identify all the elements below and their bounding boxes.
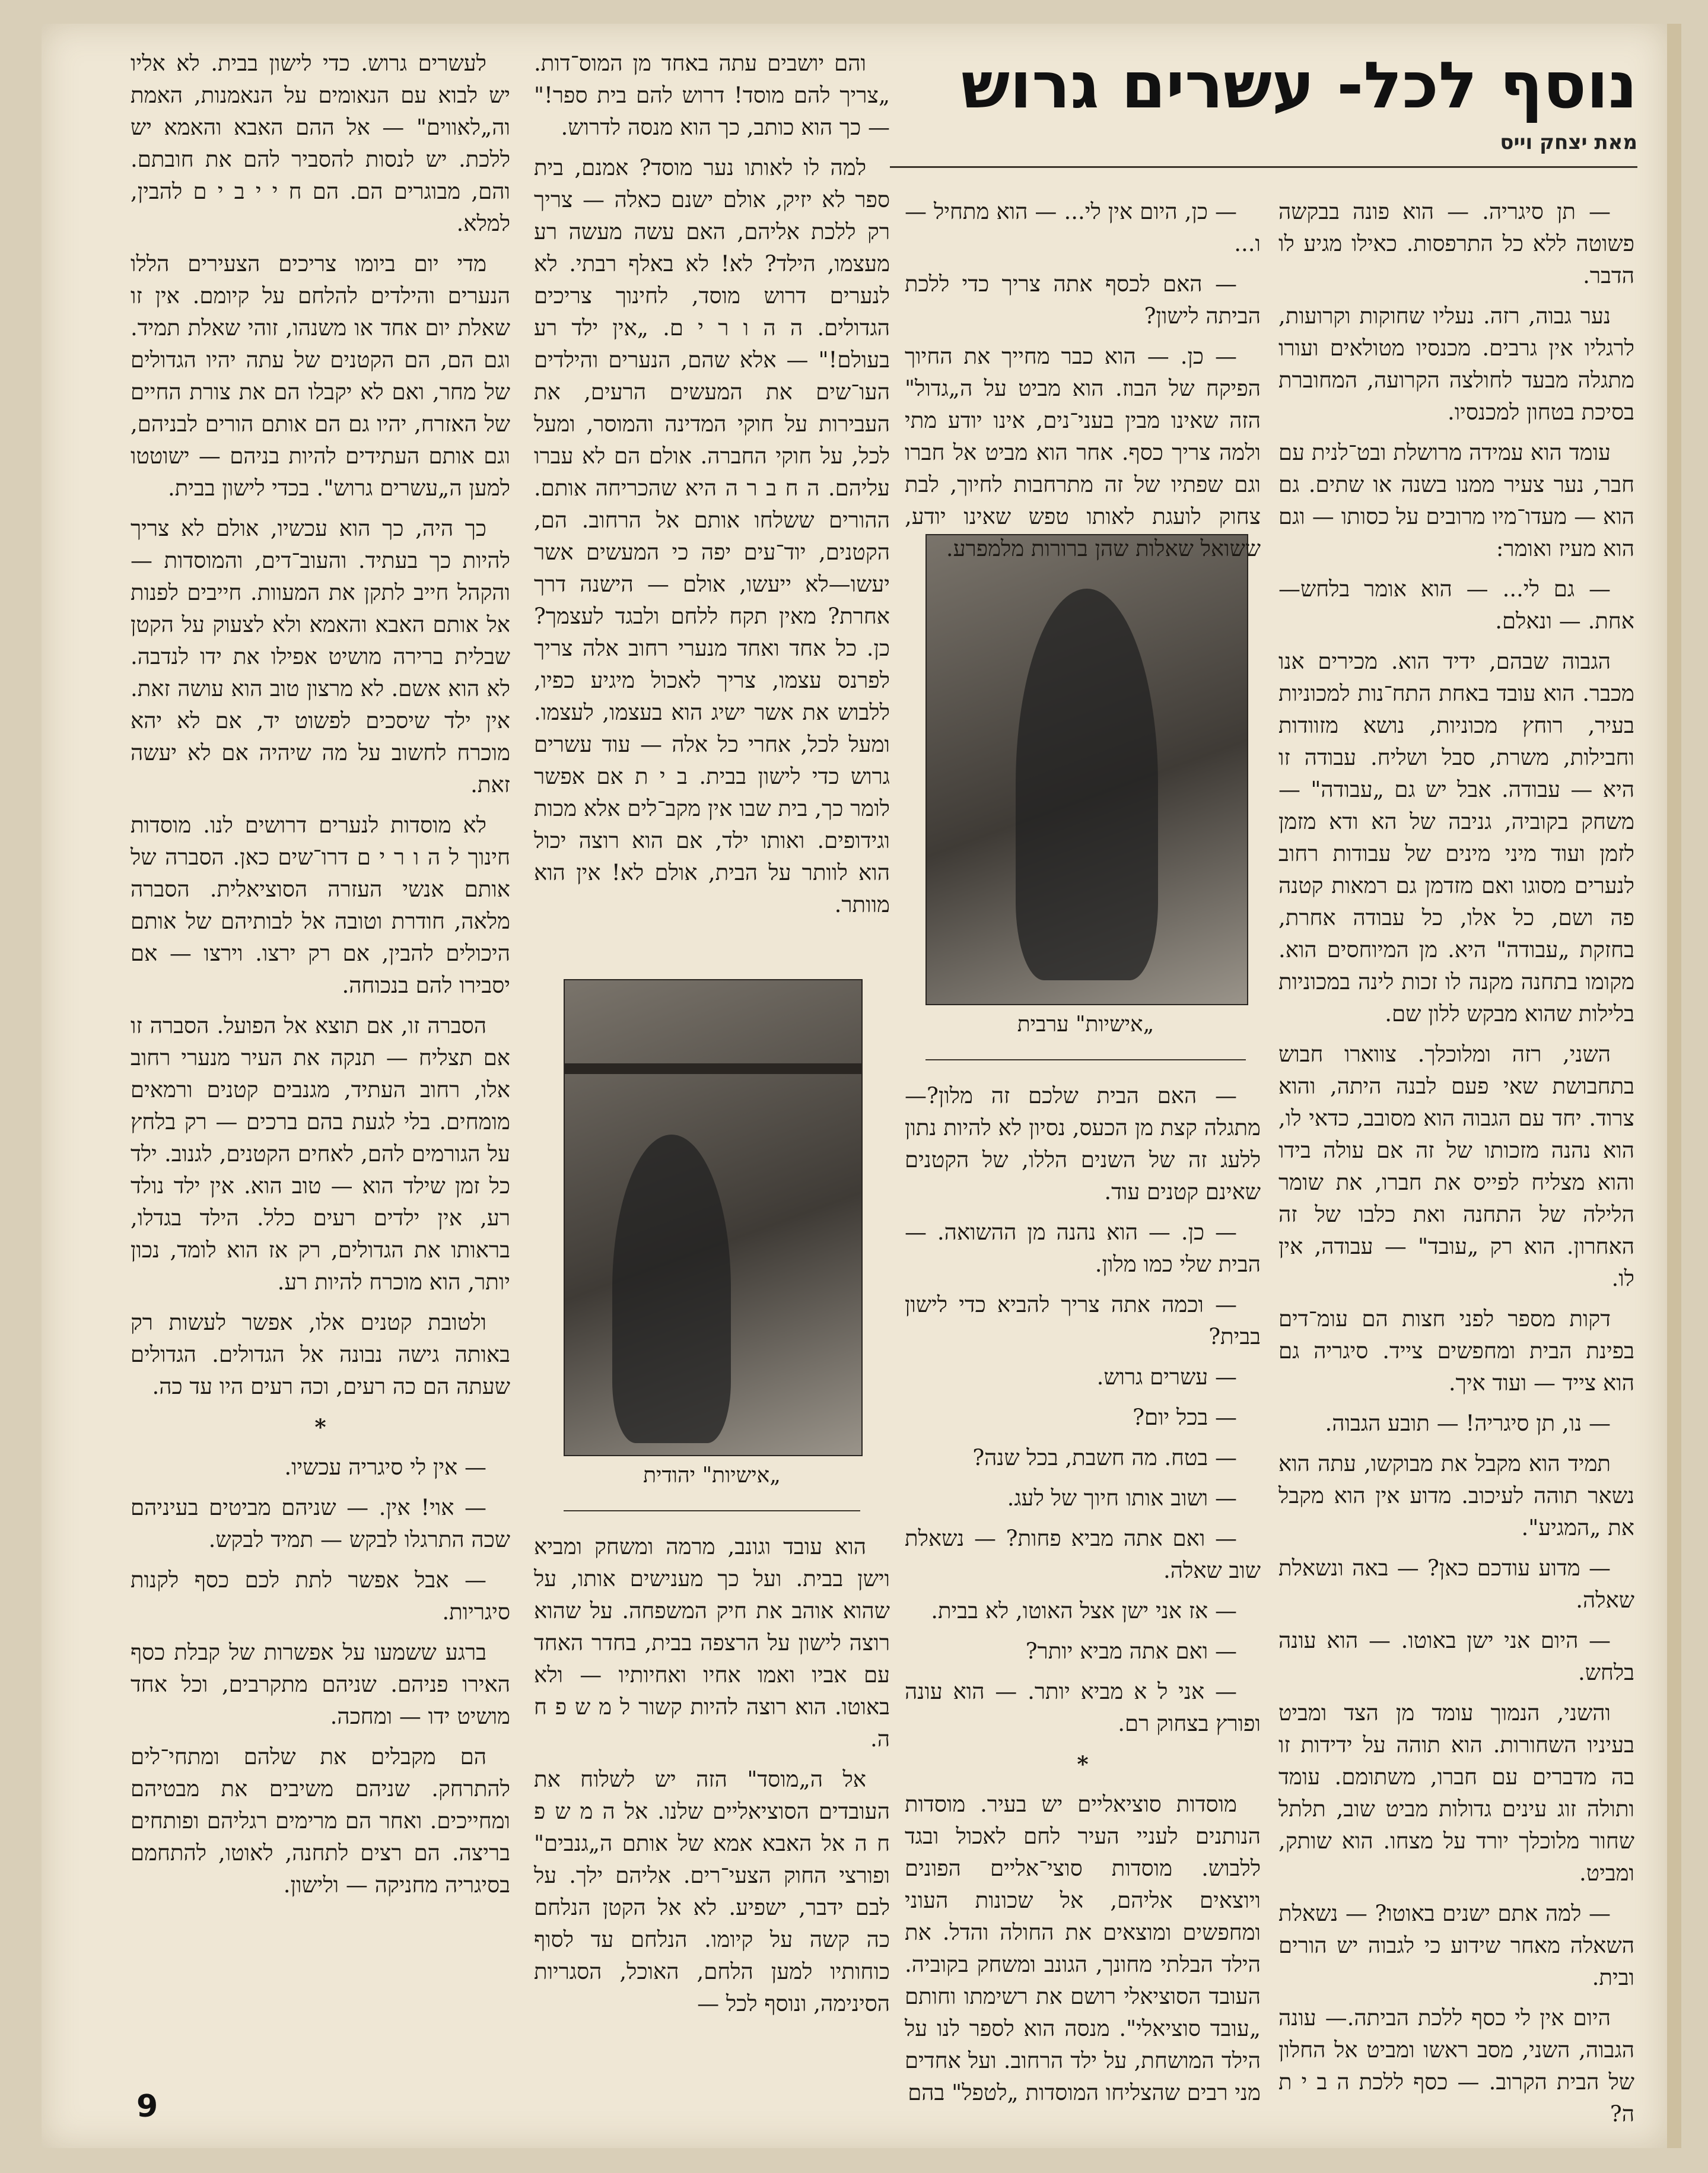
paragraph: — בטח. מה חשבת, בכל שנה? — [972, 1445, 1237, 1470]
paragraph: — כן, היום אין לי... — הוא מתחיל — ו... — [905, 199, 1261, 256]
paragraph: — וכמה אתה צריך להביא כדי לישון בבית? — [905, 1292, 1261, 1349]
photo-pipe — [565, 1063, 861, 1074]
section-separator: * — [1077, 1751, 1089, 1777]
caption-photo-arab: „אישיות" ערבית — [1017, 1012, 1154, 1037]
paragraph: לעשרים גרוש. כדי לישון בבית. לא אליו יש לבוא עם הנאומים על הנאמנות, האמת וה„לאווים" — אל ההם האבא והאמא יש ללכת. יש לנסות להסביר להם את חובתם. והם, מבוגרים הם. הם ח י י ב י ם להבין, למלא. — [131, 50, 510, 236]
paragraph: — ושוב אותו חיוך של לעג. — [1007, 1485, 1237, 1511]
paragraph: — למה אתם ישנים באוטו? — נשאלת השאלה מאחר שידוע כי לגבוה יש הורים ובית. — [1278, 1901, 1634, 1990]
paragraph: והשני, הנמוך עומד מן הצד ומביט בעיניו השחורות. הוא תוהה על ידידות זו בה מדברים עם חברו, משתומם. עומד ותולה זוג עינים גדולות מביט שוב, תלתל שחור מלוכלך יורד על מצחו. הוא שותק, ומביט. — [1278, 1700, 1634, 1886]
paragraph: הסברה זו, אם תוצא אל הפועל. הסברה זו אם תצליח — תנקה את העיר מנערי רחוב אלו, רחוב העתיד, מגנבים קטנים ורמאים מומחים. בלי לגעת בהם ברכים — רק בלחץ על הגורמים להם, לאחים הקטנים, לגנוב. ילד כל זמן שילד הוא — טוב הוא. אין ילד נולד רע, אין ילדים רעים כלל. הילד בגדלו, בראותו את הגדולים, רק אז הוא לומד, נכון יותר, הוא מוכרח להיות רע. — [131, 1013, 510, 1295]
paragraph: הוא עובד וגונב, מרמה ומשחק ומביא וישן בבית. ועל כך מענישים אותו, על שהוא אוהב את חיק המשפחה. על שהוא רוצה לישון על הרצפה בבית, בחדר האחד עם אביו ואמו אחיו ואחיותיו — ולא באוטו. הוא רוצה להיות קשור ל מ ש פ ח ה. — [534, 1534, 890, 1752]
paragraph: — היום אני ישן באוטו. — הוא עונה בלחש. — [1278, 1628, 1634, 1685]
caption-photo-jewish: „אישיות" יהודית — [643, 1463, 781, 1488]
column-1 — [1278, 196, 1634, 2139]
paragraph: — האם לכסף אתה צריך כדי ללכת הביתה לישון? — [905, 271, 1261, 329]
paragraph: — ואם אתה מביא פחות? — נשאלת שוב שאלה. — [905, 1526, 1261, 1583]
paragraph: — אני ל א מביא יותר. — הוא עונה ופורץ בצחוק רם. — [905, 1679, 1261, 1736]
page-number: 9 — [136, 2089, 158, 2124]
paragraph: הגבוה שבהם, ידיד הוא. מכירים אנו מכבר. הוא עובד באחת התח־נות למכוניות בעיר, רוחץ מכוניות, נושא מזוודות וחבילות, משרת, סבל ושליח. עבודה זו היא — עבודה. אבל יש גם „עבודה" — משחק בקוביה, גניבה של הא ודא מזמן לזמן ועוד מיני מינים של עבודות רחוב לנערים מסוגו ואם מזדמן גם רמאות קטנה פה ושם, כל אלו, כל עבודה אחרת, בחזקת „עבודה" היא. מן המיוחסים הוא. מקומו בתחנה מקנה לו זכות לינה במכוניות בלילות שהוא מבקש ללון שם. — [1278, 649, 1634, 1027]
paragraph: — נו, תן סיגריה! — תובע הגבוה. — [1325, 1410, 1611, 1436]
paragraph: — אין לי סיגריה עכשיו. — [284, 1454, 486, 1480]
paragraph: השני, רזה ומלוכלך. צווארו חבוש בתחבושת שאי פעם לבנה היתה, והוא צרוד. יחד עם הגבוה הוא מסובב, כדאי לו, הוא נהנה מזכותו של זה אם עולה בידו והוא מצליח לפייס את חברו, את שומר הלילה של התחנה ואת כלבו של זה האחרון. הוא רק „עובד" — עבודה, אין לו. — [1278, 1041, 1634, 1291]
paragraph: — מדוע עודכם כאן? — באה ונשאלת שאלה. — [1278, 1555, 1634, 1613]
paragraph: מוסדות סוציאליים יש בעיר. מוסדות הנותנים לעניי העיר לחם לאכול ובגד ללבוש. מוסדות סוצי־אליים הפונים ויוצאים אליהם, אל שכונות העוני ומחפשים ומוצאים את החולה והדל. את הילד הבלתי מחונך, הגונב ומשחק בקוביה. העובד הסוציאלי רושם את רשימתו וחותם „עובד סוציאלי". מנסה הוא לספר לנו על הילד המושחת, על ילד הרחוב. ועל אחדים מני רבים שהצליחו המוסדות „לטפל" בהם — [905, 1791, 1261, 2105]
photo-figure — [1016, 589, 1158, 980]
paragraph: מדי יום ביומו צריכים הצעירים הללו הנערים והילדים להלחם על קיומם. אין זו שאלת יום אחד או משנהו, זוהי שאלת תמיד. וגם הם, הם הקטנים של עתה יהיו הגדולים של מחר, ואם לא יקבלו הם את צורת החיים של האזרח, יהיו גם הם אותם הורים לבניהם, וגם אותם העתידים להיות בניהם — ישוטטו למען ה„עשרים גרוש". בכדי לישון בבית. — [131, 251, 510, 501]
paragraph: — אבל אפשר לתת לכם כסף לקנות סיגריות. — [131, 1567, 510, 1625]
paragraph: כך היה, כך הוא עכשיו, אולם לא צריך להיות כך בעתיד. והעוב־דים, והמוסדות — והקהל חייב לתקן את המעוות. חייבים לפנות אל אותם האבא והאמא ולא לצעוק על הקטן שבלית ברירה מושיט אפילו את ידו לנדבה. לא הוא אשם. לא מרצון טוב הוא עושה זאת. אין ילד שיסכים לפשוט יד, אם לא יהא מוכרח לחשוב על מה שיהיה אם לא יעשה זאת. — [131, 516, 510, 798]
paragraph: עומד הוא עמידה מרושלת ובט־לנית עם חבר, נער צעיר ממנו בשנה או שתים. גם הוא — מעדו־מיו מרובים על כסותו — וגם הוא מעיז ואומר: — [1278, 440, 1634, 561]
photo-jewish-boy — [564, 979, 863, 1456]
column-2-top — [905, 196, 1261, 573]
paragraph: ברגע ששמעו על אפשרות של קבלת כסף האירו פניהם. שניהם מתקרבים, וכל אחד מושיט ידו — ומחכה. — [131, 1640, 510, 1729]
paragraph: — כן. — הוא נהנה מן ההשואה. — הבית שלי כמו מלון. — [905, 1219, 1261, 1277]
paragraph: אל ה„מוסד" הזה יש לשלוח את העובדים הסוציאליים שלנו. אל ה מ ש פ ח ה אל האבא אמא של אותם ה„גנבים" ופורצי החוק הצעי־רים. אליהם ילך. על לבם ידבר, ישפיע. לא אל הקטן הנלחם כה קשה על קיומו. הנלחם עד לסוף כוחותיו למען הלחם, האוכל, הסגריות הסינימה, ונוסף לכל — — [534, 1767, 890, 2016]
paragraph: — האם הבית שלכם זה מלון?— מתגלה קצת מן הכעס, נסיון לא להיות נתון ללעג זה של השנים הללו, של הקטנים שאינם קטנים עוד. — [905, 1083, 1261, 1205]
article-title: נוסף לכל- עשרים גרוש — [961, 49, 1637, 123]
column-3-top — [534, 47, 890, 929]
paragraph: נער גבוה, רזה. נעליו שחוקות וקרועות, לרגליו אין גרבים. מכנסיו מטולאים ועורו מתגלה מבעד לחולצה הקרועה, המחוברת בסיכת בטחון למכנסיו. — [1278, 303, 1634, 425]
paragraph: — אוי! אין. — שניהם מביטים בעיניהם שכה התרגלו לבקש — תמיד לבקש. — [131, 1495, 510, 1552]
paragraph: — כן. — הוא כבר מחייך את החיוך הפיקח של הבוז. הוא מביט על ה„גדול" הזה שאינו מבין בעני־נים, אינו יודע מתי ולמה צריך כסף. אחר הוא מביט אל חברו וגם שפתיו של זה מתרחבות לחיוך, לבת צחוק לועגת לאותו טפש שאינו יודע, ששואל שאלות שהן ברורות מלמפרע. — [905, 344, 1261, 561]
photo-arab-boy — [925, 534, 1248, 1005]
paragraph: — אז אני ישן אצל האוטו, לא בבית. — [931, 1598, 1237, 1624]
paragraph: והם יושבים עתה באחד מן המוס־דות. „צריך להם מוסד! דרוש להם בית ספר!" — כך הוא כותב, כך הוא מנסה לדרוש. — [534, 50, 890, 140]
column-3-bottom — [534, 1531, 890, 2028]
paragraph: — עשרים גרוש. — [1096, 1364, 1237, 1390]
magazine-page — [42, 24, 1681, 2148]
paragraph: — גם לי... — הוא אומר בלחש— אחת. — ונאלם. — [1278, 576, 1634, 634]
caption-rule-1 — [925, 1059, 1246, 1060]
paragraph: תמיד הוא מקבל את מבוקשו, עתה הוא נשאר תוהה לעיכוב. מדוע אין הוא מקבל את „המגיע". — [1278, 1451, 1634, 1540]
paragraph: דקות מספר לפני חצות הם עומ־דים בפינת הבית ומחפשים צייד. סיגריה גם הוא צייד — ועוד איך. — [1278, 1306, 1634, 1396]
paragraph: — ואם אתה מביא יותר? — [1025, 1638, 1237, 1664]
section-separator: * — [314, 1414, 326, 1440]
paragraph: היום אין לי כסף ללכת הביתה.— עונה הגבוה, השני, מסב ראשו ומביט אל החלון של הבית הקרוב. — כסף ללכת ה ב י ת ה? — [1278, 2005, 1634, 2127]
column-2-bottom — [905, 1080, 1261, 2117]
paragraph: ולטובת קטנים אלו, אפשר לעשות רק באותה גישה נבונה אל הגדולים. הגדולים שעתה הם כה רעים, וכה רעים היו עד כה. — [131, 1310, 510, 1399]
column-4 — [131, 47, 510, 1910]
paragraph: — בכל יום? — [1133, 1405, 1237, 1430]
paragraph: — תן סיגריה. — הוא פונה בבקשה פשוטה ללא כל התרפסות. כאילו מגיע לו הדבר. — [1278, 199, 1634, 288]
paragraph: למה לו לאותו נער מוסד? אמנם, בית ספר לא יזיק, אולם ישנם כאלה — צריך רק ללכת אליהם, האם עשה מעשה רע מעצמו, הילד? לא! לא באלף רבתי. לא לנערים דרוש מוסד, לחינוך צריכים הגדולים. ה ה ו ר י ם. „אין ילד רע בעולם!" — אלא שהם, הנערים והילדים העו־שים את המעשים הרעים, את העבירות על חוקי המדינה והמוסר, ומעל לכל, על חוקי החברה. אולם הם לא עברו עליהם. ה ח ב ר ה היא שהכריחה אותם. ההורים ששלחו אותם אל הרחוב. הם, הקטנים, יוד־עים יפה כי המעשים אשר יעשו—לא ייעשו, אולם — הישנה דרך אחרת? מאין תקח ללחם ולבגד לעצמך? כן. כל אחד ואחד מנערי רחוב אלה צריך לפרנס עצמו, צריך לאכול מיגיע כפיו, ללבוש את אשר ישיג הוא בעצמו, לעצמו. ומעל לכל, אחרי כל אלה — עוד עשרים גרוש כדי לישון בבית. ב י ת אם אפשר לומר כך, בית שבו אין מקב־לים אלא מכות וגידופים. ואותו ילד, אם הוא רוצה יכול הוא לוותר על הבית, אולם לא! אין הוא מוותר. — [534, 155, 890, 917]
photo-figure — [612, 1135, 731, 1443]
title-rule — [890, 166, 1637, 168]
paragraph: הם מקבלים את שלהם ומתחי־לים להתרחק. שניהם משיבים את מבטיהם ומחייכים. ואחר הם מרימים רגליהם ופותחים בריצה. הם רצים לתחנה, לאוטו, להתחמם בסיגריה מחניקה — ולישון. — [131, 1744, 510, 1898]
paragraph: לא מוסדות לנערים דרושים לנו. מוסדות חינוך ל ה ו ר י ם דרו־שים כאן. הסברה של אותם אנשי העזרה הסוציאלית. הסברה מלאה, חודרת וטובה אל לבותיהם של אותם היכולים להבין, אם רק ירצו. וירצו — אם יסבירו להם בנכוחה. — [131, 812, 510, 998]
article-byline: מאת יצחק וייס — [1500, 131, 1637, 154]
caption-rule-2 — [564, 1510, 860, 1511]
